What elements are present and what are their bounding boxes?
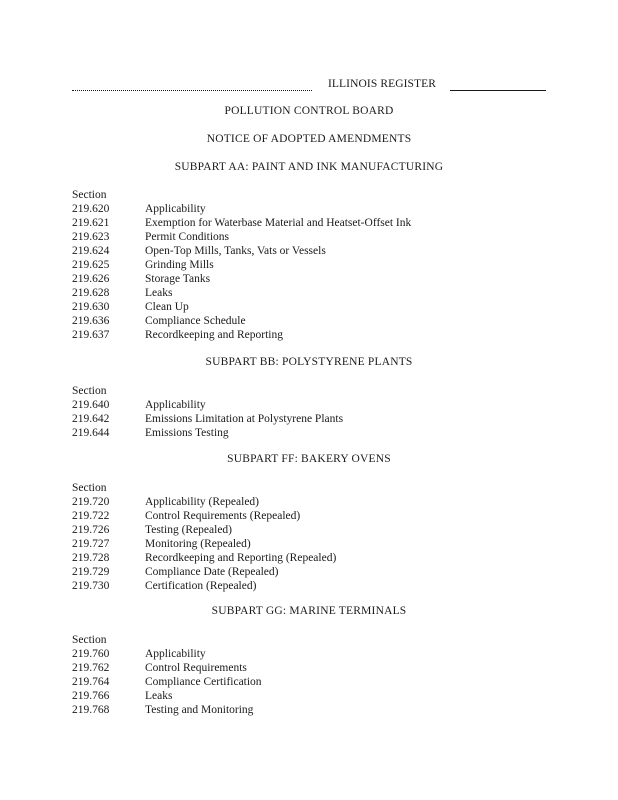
register-title: ILLINOIS REGISTER (328, 78, 437, 90)
section-row (72, 258, 411, 272)
header-rule-left (72, 90, 312, 91)
section-row (72, 675, 262, 689)
section-title: Permit Conditions (145, 231, 230, 243)
section-number: 219.760 (72, 648, 110, 660)
section-row (72, 412, 343, 426)
section-number: 219.636 (72, 315, 110, 327)
section-list (72, 481, 336, 593)
section-title: Recordkeeping and Reporting (Repealed) (145, 552, 337, 564)
section-row (72, 286, 411, 300)
section-title: Compliance Schedule (145, 315, 246, 327)
section-title: Leaks (145, 690, 173, 702)
section-title: Applicability (Repealed) (145, 496, 260, 508)
section-number: 219.730 (72, 580, 110, 592)
section-row (72, 579, 336, 593)
section-number: 219.621 (72, 217, 110, 229)
header-rule-right (450, 90, 546, 91)
section-row (72, 537, 336, 551)
section-number: 219.727 (72, 538, 110, 550)
section-row (72, 551, 336, 565)
section-title: Certification (Repealed) (145, 580, 257, 592)
section-row (72, 565, 336, 579)
section-number: 219.642 (72, 413, 110, 425)
register-header (72, 78, 546, 92)
section-title: Applicability (145, 399, 206, 411)
section-number: 219.630 (72, 301, 110, 313)
section-number: 219.762 (72, 662, 110, 674)
section-number: 219.644 (72, 427, 110, 439)
section-number: 219.768 (72, 704, 110, 716)
section-title: Leaks (145, 287, 173, 299)
section-title: Emissions Testing (145, 427, 229, 439)
subpart-heading: SUBPART BB: POLYSTYRENE PLANTS (205, 356, 413, 368)
section-list (72, 633, 262, 717)
section-row (72, 314, 411, 328)
section-title: Clean Up (145, 301, 189, 313)
section-row (72, 647, 262, 661)
section-title: Storage Tanks (145, 273, 211, 285)
section-title: Applicability (145, 203, 206, 215)
section-number: 219.766 (72, 690, 110, 702)
section-list (72, 384, 343, 440)
subpart-heading: SUBPART FF: BAKERY OVENS (227, 453, 391, 465)
section-label: Section (72, 634, 107, 646)
section-number: 219.637 (72, 329, 110, 341)
section-row (72, 495, 336, 509)
section-number: 219.720 (72, 496, 110, 508)
section-list (72, 188, 411, 342)
section-row (72, 230, 411, 244)
section-row (72, 509, 336, 523)
section-number: 219.722 (72, 510, 110, 522)
section-number: 219.728 (72, 552, 110, 564)
notice-title: NOTICE OF ADOPTED AMENDMENTS (206, 133, 412, 145)
section-row (72, 216, 411, 230)
section-row (72, 244, 411, 258)
section-number: 219.729 (72, 566, 110, 578)
section-title: Open-Top Mills, Tanks, Vats or Vessels (145, 245, 326, 257)
section-number: 219.623 (72, 231, 110, 243)
section-title: Monitoring (Repealed) (145, 538, 251, 550)
section-label: Section (72, 385, 107, 397)
subpart-heading: SUBPART GG: MARINE TERMINALS (211, 605, 407, 617)
section-row (72, 328, 411, 342)
section-title: Emissions Limitation at Polystyrene Plants (145, 413, 344, 425)
section-number: 219.625 (72, 259, 110, 271)
agency-name: POLLUTION CONTROL BOARD (224, 105, 394, 117)
section-number: 219.628 (72, 287, 110, 299)
section-title: Applicability (145, 648, 206, 660)
section-row (72, 272, 411, 286)
section-title: Recordkeeping and Reporting (145, 329, 283, 341)
section-row (72, 703, 262, 717)
section-row (72, 523, 336, 537)
section-number: 219.624 (72, 245, 110, 257)
section-number: 219.640 (72, 399, 110, 411)
section-label: Section (72, 189, 107, 201)
section-title: Testing (Repealed) (145, 524, 233, 536)
section-row (72, 300, 411, 314)
section-title: Testing and Monitoring (145, 704, 254, 716)
section-label: Section (72, 482, 107, 494)
subpart-heading: SUBPART AA: PAINT AND INK MANUFACTURING (174, 161, 444, 173)
section-number: 219.764 (72, 676, 110, 688)
section-row (72, 661, 262, 675)
section-row (72, 426, 343, 440)
section-number: 219.620 (72, 203, 110, 215)
section-title: Exemption for Waterbase Material and Heatset-Offset Ink (145, 217, 412, 229)
section-row (72, 398, 343, 412)
section-title: Grinding Mills (145, 259, 214, 271)
section-number: 219.726 (72, 524, 110, 536)
section-row (72, 202, 411, 216)
section-title: Control Requirements (Repealed) (145, 510, 301, 522)
section-number: 219.626 (72, 273, 110, 285)
section-title: Control Requirements (145, 662, 247, 674)
section-title: Compliance Certification (145, 676, 262, 688)
section-title: Compliance Date (Repealed) (145, 566, 279, 578)
section-row (72, 689, 262, 703)
